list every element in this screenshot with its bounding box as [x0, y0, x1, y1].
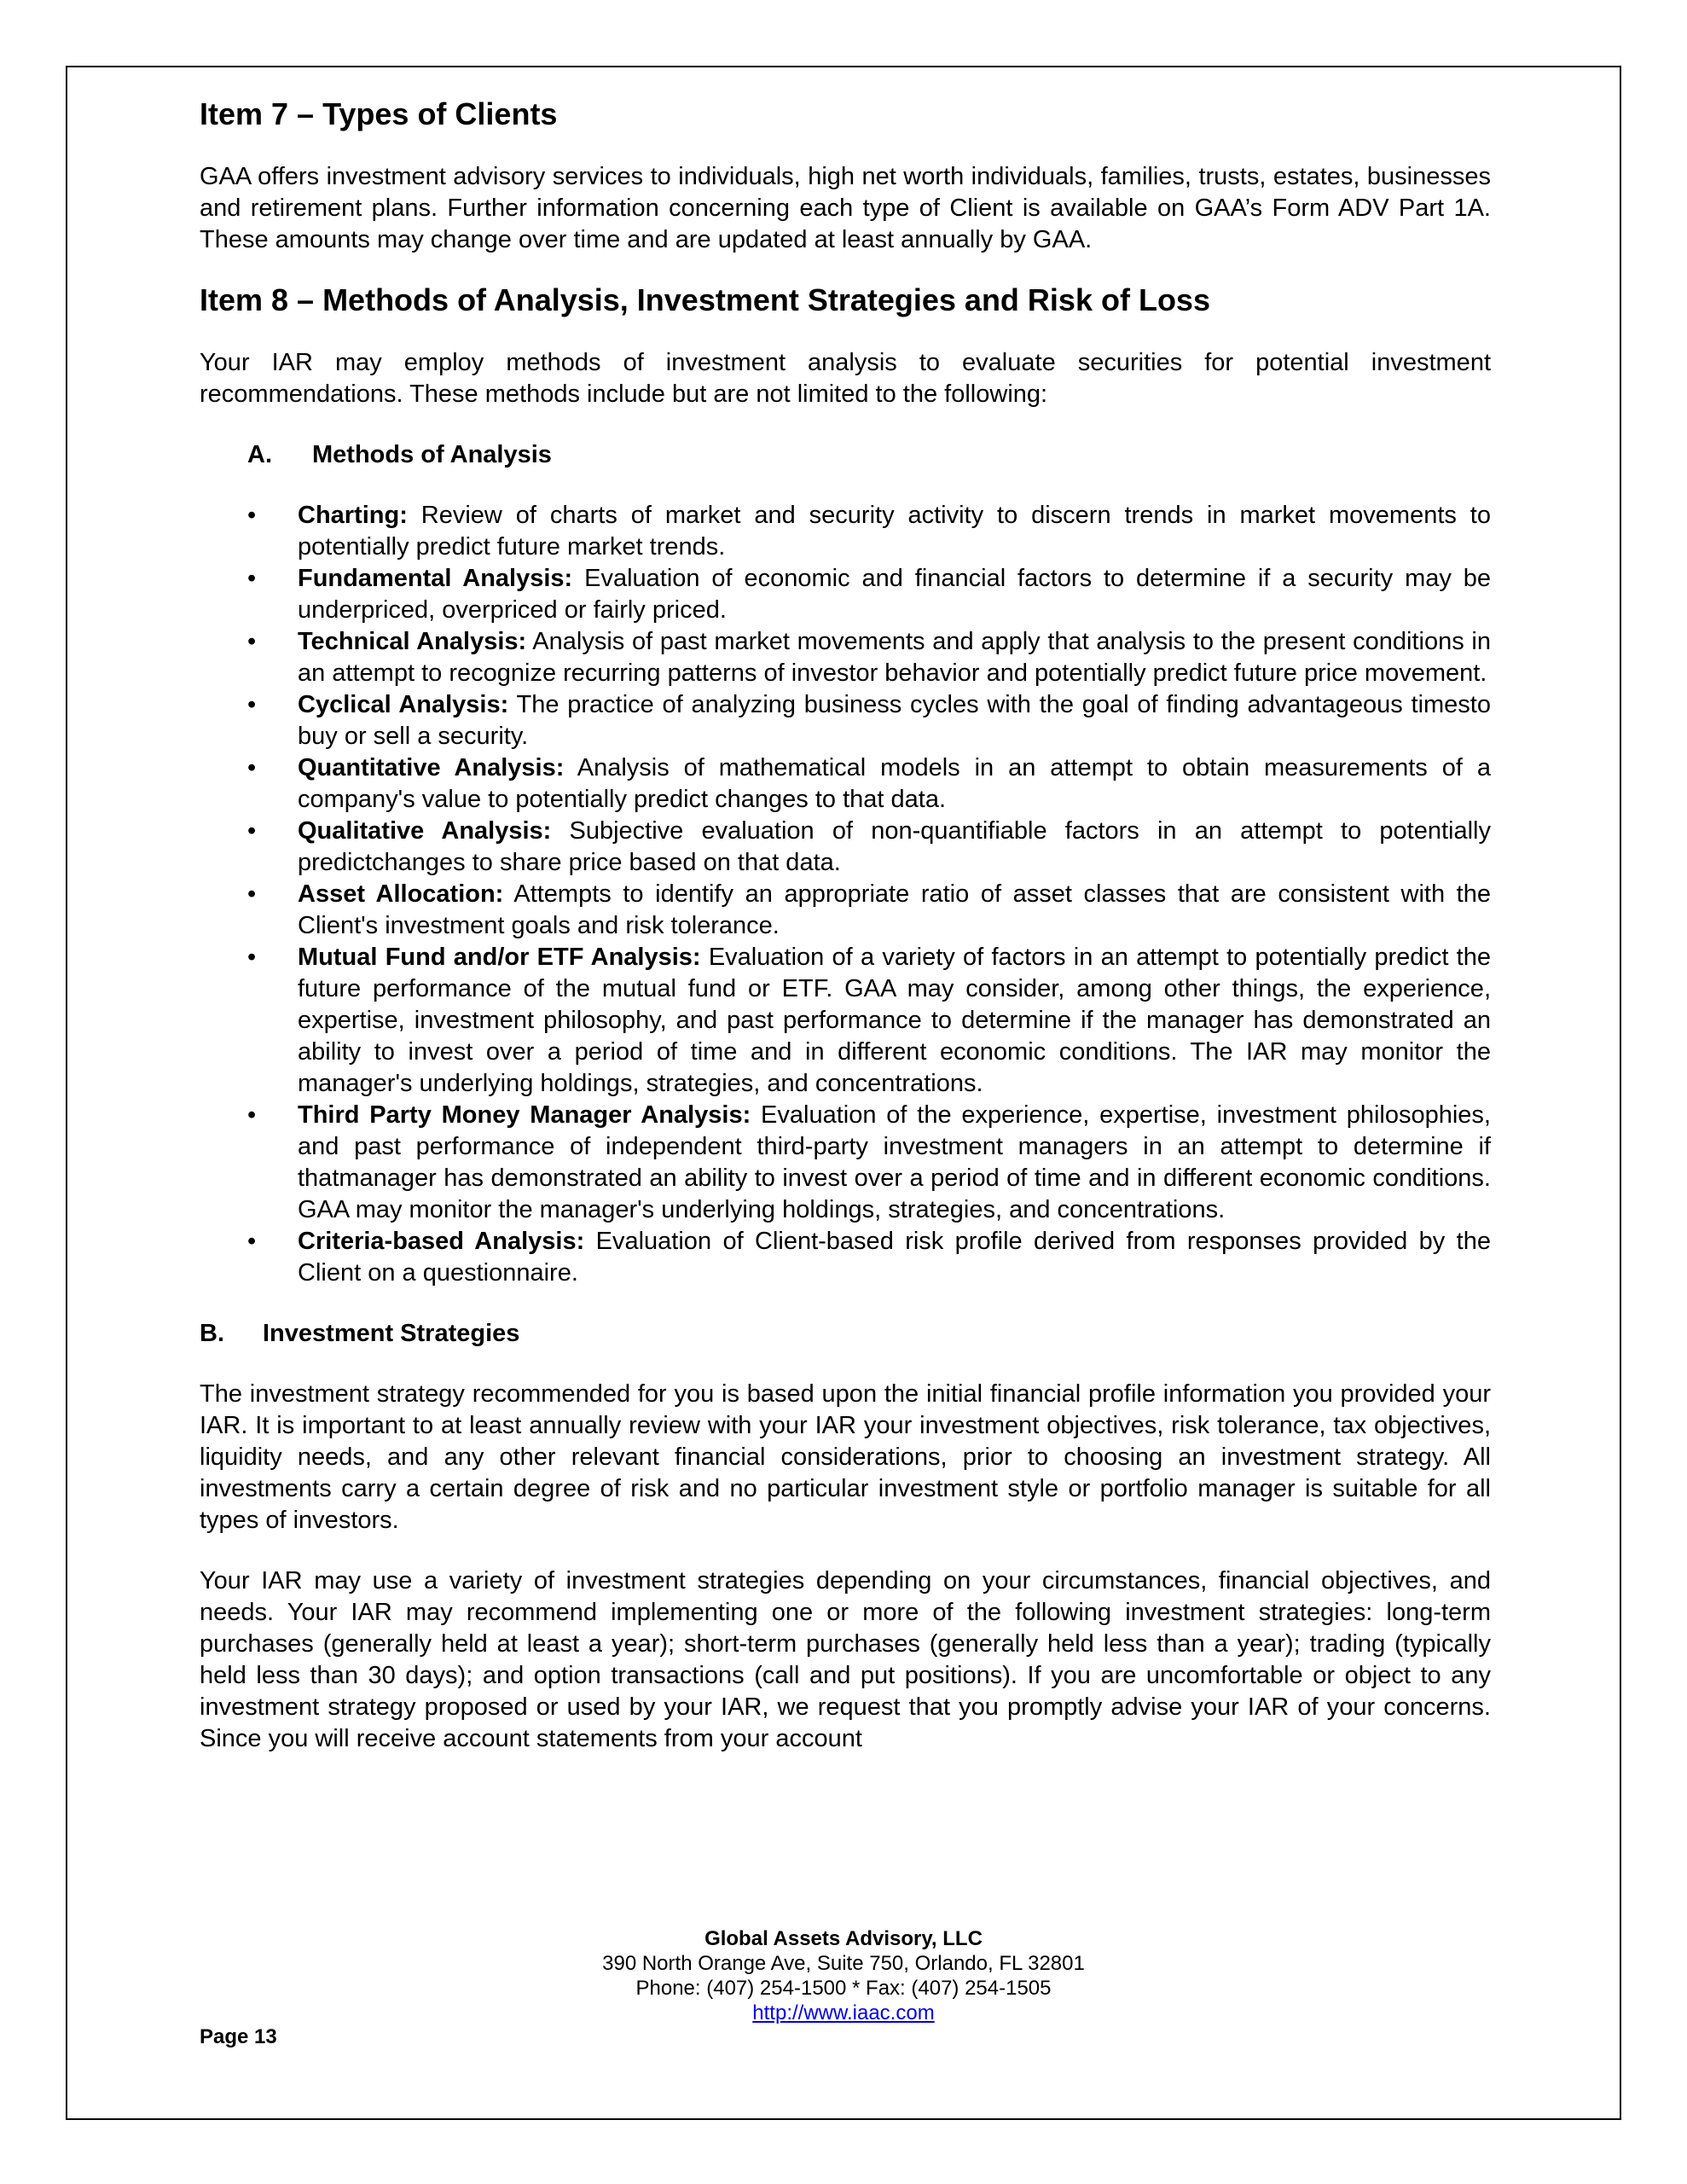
section-b-letter: B. [200, 1320, 224, 1348]
method-text: Evaluation of the experience, expertise, investment philosophies, and past performance of independent third-party investment managers in an attempt to determine if thatmanager has demonstrated an ability to invest over a period of time and in different economic conditions. GAA may monitor the manager's underlying holdings, strategies, and concentrations. [298, 1101, 1491, 1224]
section-a-heading [247, 439, 1491, 471]
list-item [200, 563, 1491, 626]
list-item [200, 752, 1491, 816]
section-a-letter: A. [247, 441, 272, 469]
bullet: • [247, 880, 257, 909]
method-term: Asset Allocation: [298, 880, 504, 909]
list-item [200, 879, 1491, 942]
list-item [200, 1226, 1491, 1289]
strategies-paragraph-2: Your IAR may use a variety of investment strategies depending on your circumstances, financial objectives, and needs. Your IAR may recommend implementing one or more of the following investment strategies: long-term purchases (generally held at least a year); short-term purchases (generally held less than a year); trading (typically held less than 30 days); and option transactions (call and put positions). If you are uncomfortable or object to any investment strategy proposed or used by your IAR, we request that you promptly advise your IAR of your concerns. Since you will receive account statements from your account [200, 1567, 1491, 1753]
list-item [200, 626, 1491, 689]
bullet: • [247, 1228, 257, 1256]
method-term: Cyclical Analysis: [298, 691, 509, 719]
page-number: Page 13 [200, 2025, 277, 2048]
footer-phone-fax: Phone: (407) 254-1500 * Fax: (407) 254-1505 [635, 1977, 1052, 2000]
methods-list [200, 500, 1491, 1289]
method-text: Analysis of past market movements and apply that analysis to the present conditions in an attempt to recognize recurring patterns of investor behavior and potentially predict future price movement. [298, 628, 1492, 688]
item7-paragraph: GAA offers investment advisory services to individuals, high net worth individuals, families, trusts, estates, businesses and retirement plans. Further information concerning each type of Client is available on GAA’s Form ADV Part 1A. These amounts may change over time and are updated at least annually by GAA. [200, 163, 1491, 254]
bullet: • [247, 565, 257, 593]
section-b-heading [200, 1318, 1491, 1350]
method-term: Technical Analysis: [298, 628, 527, 656]
method-term: Mutual Fund and/or ETF Analysis: [298, 944, 701, 972]
footer-company: Global Assets Advisory, LLC [704, 1927, 983, 1950]
method-term: Fundamental Analysis: [298, 565, 573, 593]
method-text: Analysis of mathematical models in an attempt to obtain measurements of a company's value to potentially predict changes to that data. [298, 754, 1491, 814]
method-term: Criteria-based Analysis: [298, 1228, 585, 1256]
list-item [200, 689, 1491, 752]
footer-address: 390 North Orange Ave, Suite 750, Orlando, FL 32801 [602, 1952, 1085, 1975]
bullet: • [247, 817, 257, 845]
section-a-title: Methods of Analysis [312, 441, 552, 469]
bullet: • [247, 691, 257, 719]
method-text: Review of charts of market and security activity to discern trends in market movements to potentially predict future market trends. [298, 502, 1491, 561]
method-text: Evaluation of Client-based risk profile derived from responses provided by the Client on a questionnaire. [298, 1228, 1491, 1287]
bullet: • [247, 1101, 257, 1130]
list-item [200, 500, 1491, 563]
page-footer [0, 1926, 1687, 2025]
bullet: • [247, 628, 257, 656]
method-term: Charting: [298, 502, 408, 530]
list-item [200, 942, 1491, 1100]
bullet: • [247, 944, 257, 972]
method-text: Evaluation of a variety of factors in an attempt to potentially predict the future performance of the mutual fund or ETF. GAA may consider, among other things, the experience, expertise, investment philosophy, and past performance to determine if the manager has demonstrated an ability to invest over a period of time and in different economic conditions. The IAR may monitor the manager's underlying holdings, strategies, and concentrations. [298, 944, 1491, 1098]
method-term: Quantitative Analysis: [298, 754, 565, 782]
method-text: Attempts to identify an appropriate ratio of asset classes that are consistent with the Client's investment goals and risk tolerance. [298, 880, 1491, 940]
method-text: Evaluation of economic and financial factors to determine if a security may be underpriced, overpriced or fairly priced. [298, 565, 1491, 624]
method-term: Third Party Money Manager Analysis: [298, 1101, 751, 1130]
method-term: Qualitative Analysis: [298, 817, 552, 845]
strategies-paragraph-1: The investment strategy recommended for you is based upon the initial financial profile information you provided your IAR. It is important to at least annually review with your IAR your investment objectives, risk tolerance, tax objectives, liquidity needs, and any other relevant financial considerations, prior to choosing an investment strategy. All investments carry a certain degree of risk and no particular investment style or portfolio manager is suitable for all types of investors. [200, 1380, 1491, 1535]
bullet: • [247, 502, 257, 530]
item8-intro: Your IAR may employ methods of investment analysis to evaluate securities for potential investment recommendations. These methods include but are not limited to the following: [200, 349, 1491, 409]
footer-website-link[interactable]: http://www.iaac.com [752, 2001, 935, 2024]
bullet: • [247, 754, 257, 782]
item7-heading: Item 7 – Types of Clients [200, 96, 558, 131]
item8-heading: Item 8 – Methods of Analysis, Investment Strategies and Risk of Loss [200, 282, 1210, 318]
method-text: Subjective evaluation of non-quantifiable factors in an attempt to potentially predictchanges to share price based on that data. [298, 817, 1491, 877]
method-text: The practice of analyzing business cycles with the goal of finding advantageous timesto buy or sell a security. [298, 691, 1491, 751]
list-item [200, 816, 1491, 879]
list-item [200, 1100, 1491, 1226]
section-b-title: Investment Strategies [263, 1320, 520, 1348]
document-body [200, 96, 1491, 1755]
